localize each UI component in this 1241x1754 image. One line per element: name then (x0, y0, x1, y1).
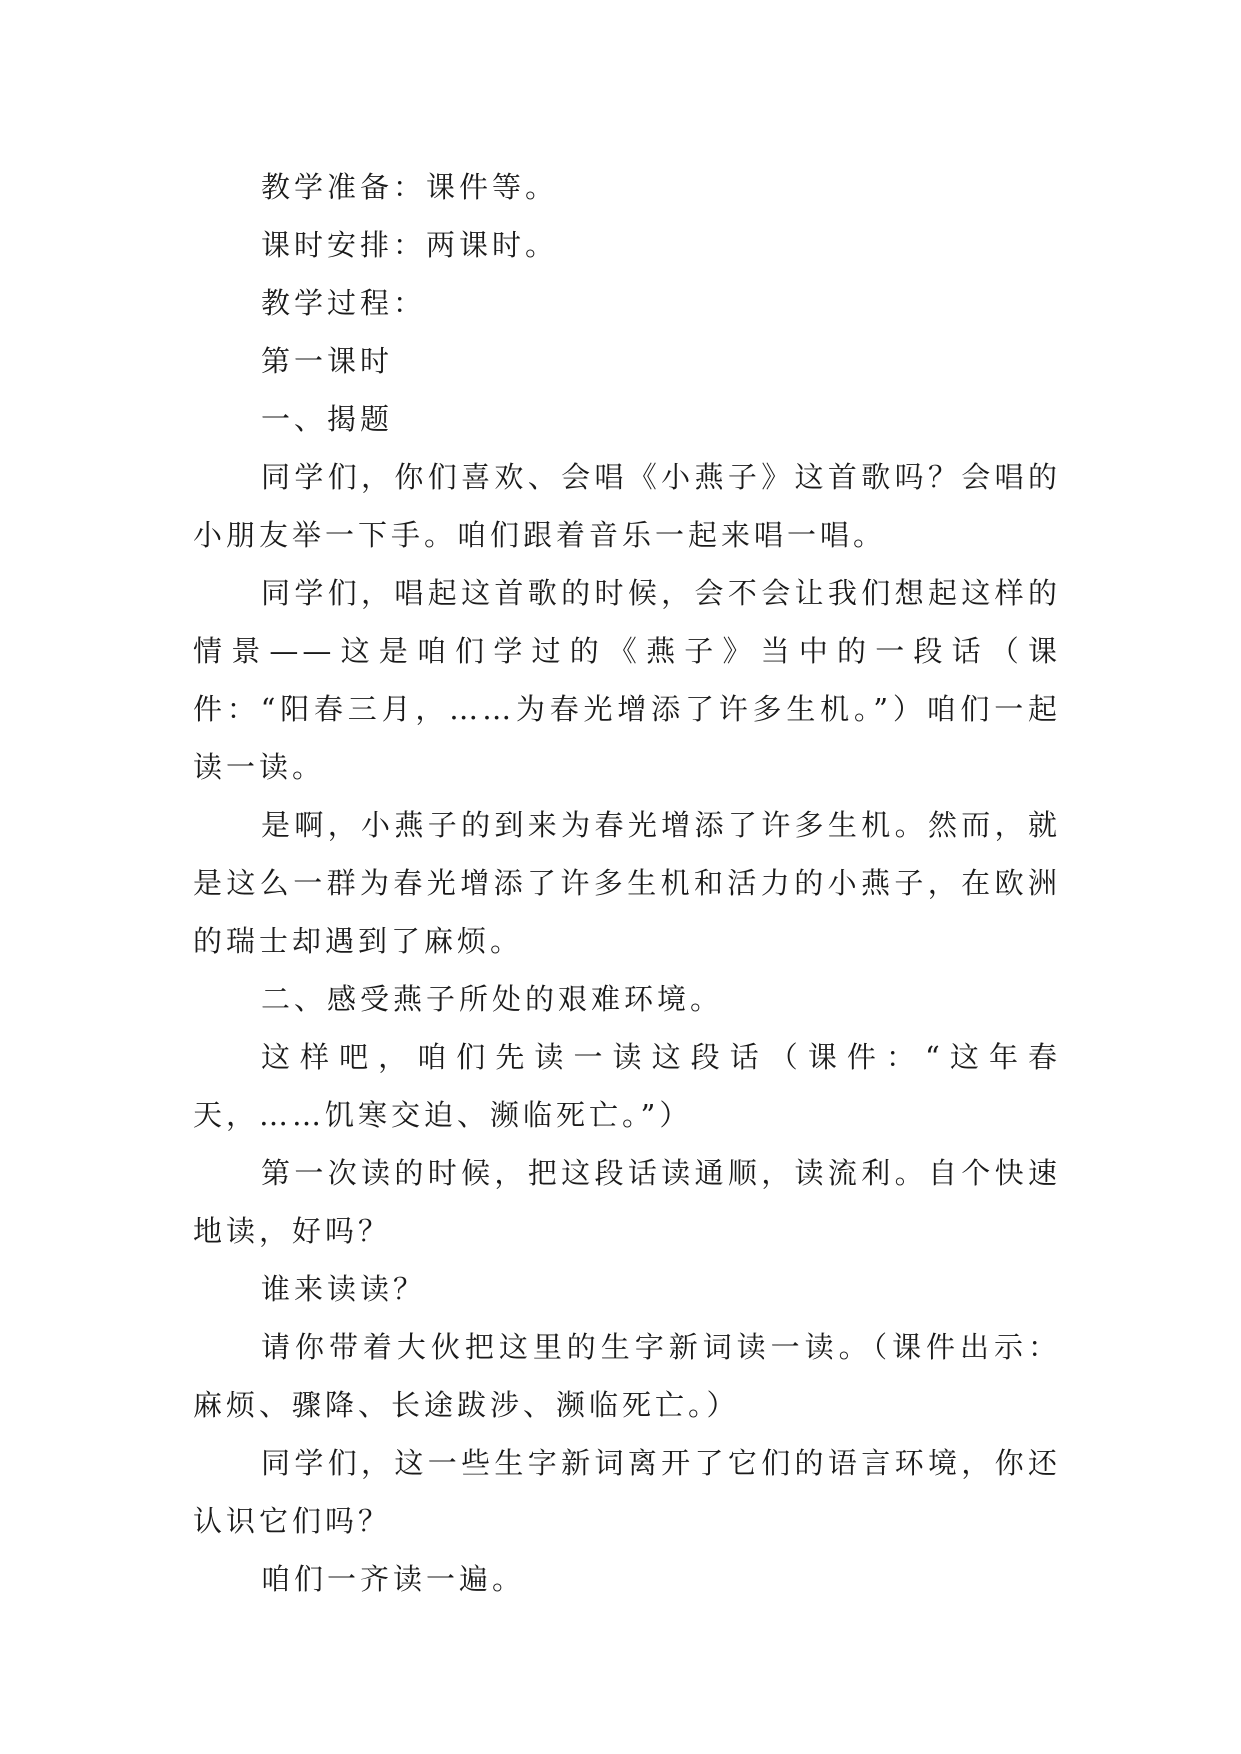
paragraph: 同学们，这一些生字新词离开了它们的语言环境，你还认识它们吗？ (193, 1446, 1061, 1538)
paragraph: 请你带着大伙把这里的生字新词读一读。（课件出示：麻烦、骤降、长途跋涉、濒临死亡。） (193, 1330, 1061, 1422)
paragraph: 谁来读读？ (261, 1272, 427, 1306)
paragraph: 第一次读的时候，把这段话读通顺，读流利。自个快速地读，好吗？ (193, 1156, 1061, 1248)
first-lesson-heading: 第一课时 (261, 344, 394, 378)
paragraph: 咱们一齐读一遍。 (261, 1562, 526, 1596)
paragraph: 同学们，你们喜欢、会唱《小燕子》这首歌吗？会唱的小朋友举一下手。咱们跟着音乐一起来唱一唱。 (193, 460, 1061, 552)
section-heading-1: 一、揭题 (261, 402, 394, 436)
lesson-schedule: 课时安排：两课时。 (261, 228, 559, 262)
teaching-preparation: 教学准备：课件等。 (261, 170, 559, 204)
paragraph: 是啊，小燕子的到来为春光增添了许多生机。然而，就是这么一群为春光增添了许多生机和活力的小燕子，在欧洲的瑞士却遇到了麻烦。 (193, 808, 1061, 958)
teaching-process-heading: 教学过程： (261, 286, 427, 320)
paragraph: 同学们，唱起这首歌的时候，会不会让我们想起这样的情景——这是咱们学过的《燕子》当中的一段话（课件：“阳春三月，……为春光增添了许多生机。”）咱们一起读一读。 (193, 576, 1061, 784)
document-body (193, 158, 1061, 1608)
section-heading-2: 二、感受燕子所处的艰难环境。 (261, 982, 724, 1016)
paragraph: 这样吧，咱们先读一读这段话（课件：“这年春天，……饥寒交迫、濒临死亡。”） (193, 1040, 1061, 1132)
